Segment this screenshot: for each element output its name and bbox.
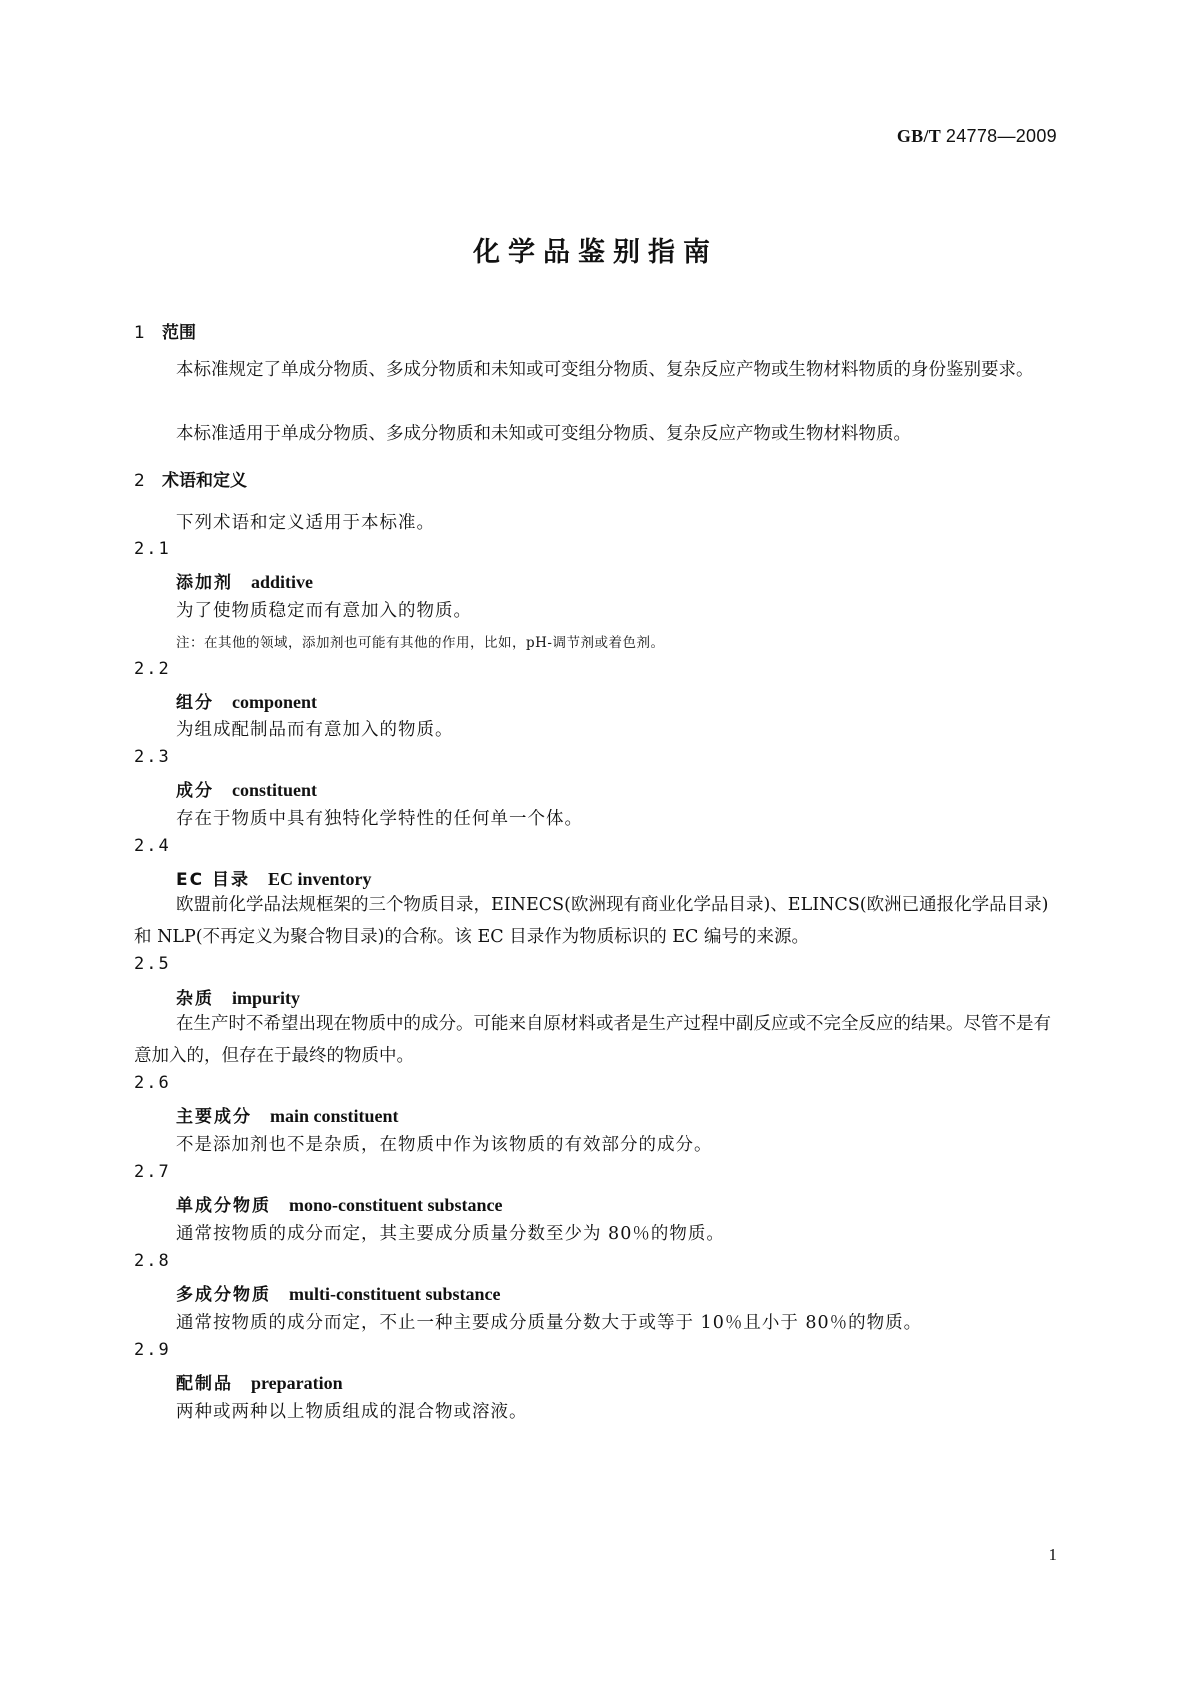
- term-cn: 单成分物质: [176, 1196, 271, 1216]
- term-cn: 组分: [176, 693, 214, 713]
- section-1-heading: [134, 318, 196, 343]
- term-definition: 存在于物质中具有独特化学特性的任何单一个体。: [176, 809, 583, 829]
- section-title: 范围: [162, 323, 196, 343]
- standard-prefix: GB/T: [896, 126, 942, 146]
- term-definition: [134, 889, 1060, 953]
- term-en: main constituent: [270, 1106, 399, 1126]
- term-definition: 通常按物质的成分而定，不止一种主要成分质量分数大于或等于 10％且小于 80％的物质。: [176, 1313, 923, 1333]
- document-title: 化学品鉴别指南: [473, 237, 718, 268]
- term-constituent: [176, 776, 317, 801]
- page-number: 1: [1048, 1545, 1057, 1564]
- term-definition-text: 欧盟前化学品法规框架的三个物质目录，EINECS(欧洲现有商业化学品目录)、ELINCS(欧洲已通报化学品目录)和 NLP(不再定义为聚合物目录)的合称。该 EC 目录作为物质标识的 EC 编号的来源。: [134, 895, 1049, 947]
- term-cn: EC 目录: [176, 870, 251, 890]
- term-mono-constituent: [176, 1191, 503, 1216]
- term-cn: 杂质: [176, 989, 214, 1009]
- term-cn: 多成分物质: [176, 1285, 271, 1305]
- term-en: multi-constituent substance: [289, 1284, 501, 1304]
- clause-number: 2.2: [134, 659, 171, 679]
- standard-number: 24778—2009: [945, 126, 1057, 146]
- term-additive: [176, 568, 313, 593]
- term-note: 注：在其他的领域，添加剂也可能有其他的作用，比如，pH-调节剂或着色剂。: [176, 635, 665, 651]
- term-impurity: [176, 984, 300, 1009]
- term-ec-inventory: [176, 865, 372, 890]
- term-preparation: [176, 1369, 343, 1394]
- term-definition: 不是添加剂也不是杂质，在物质中作为该物质的有效部分的成分。: [176, 1135, 713, 1155]
- scope-text-1: 本标准规定了单成分物质、多成分物质和未知或可变组分物质、复杂反应产物或生物材料物质的身份鉴别要求。: [176, 360, 1034, 380]
- section-number: 1: [134, 323, 145, 343]
- clause-number: 2.1: [134, 539, 171, 559]
- clause-number: 2.8: [134, 1251, 171, 1271]
- term-en: component: [232, 692, 317, 712]
- term-main-constituent: [176, 1102, 399, 1127]
- term-definition-text: 在生产时不希望出现在物质中的成分。可能来自原材料或者是生产过程中副反应或不完全反应的结果。尽管不是有意加入的，但存在于最终的物质中。: [134, 1014, 1051, 1066]
- clause-number: 2.6: [134, 1073, 171, 1093]
- term-definition: [134, 1008, 1060, 1072]
- term-cn: 配制品: [176, 1374, 233, 1394]
- term-definition: 为组成配制品而有意加入的物质。: [176, 720, 454, 740]
- terms-intro: 下列术语和定义适用于本标准。: [176, 513, 435, 533]
- term-cn: 主要成分: [176, 1107, 252, 1127]
- term-en: EC inventory: [268, 869, 372, 889]
- section-title: 术语和定义: [162, 471, 247, 491]
- term-definition: 两种或两种以上物质组成的混合物或溶液。: [176, 1402, 528, 1422]
- clause-number: 2.4: [134, 836, 171, 856]
- term-definition: 为了使物质稳定而有意加入的物质。: [176, 601, 472, 621]
- term-cn: 成分: [176, 781, 214, 801]
- term-definition: 通常按物质的成分而定，其主要成分质量分数至少为 80％的物质。: [176, 1224, 725, 1244]
- clause-number: 2.5: [134, 954, 171, 974]
- section-number: 2: [134, 471, 145, 491]
- term-component: [176, 688, 317, 713]
- scope-paragraph-2: [134, 418, 1060, 450]
- term-en: preparation: [251, 1373, 343, 1393]
- term-multi-constituent: [176, 1280, 501, 1305]
- term-cn: 添加剂: [176, 573, 233, 593]
- term-en: constituent: [232, 780, 317, 800]
- scope-text-2: 本标准适用于单成分物质、多成分物质和未知或可变组分物质、复杂反应产物或生物材料物质。: [176, 424, 911, 444]
- clause-number: 2.3: [134, 747, 171, 767]
- section-2-heading: [134, 466, 247, 491]
- term-en: impurity: [232, 988, 301, 1008]
- term-en: mono-constituent substance: [289, 1195, 503, 1215]
- standard-code: [897, 126, 1057, 147]
- term-en: additive: [251, 572, 314, 592]
- clause-number: 2.7: [134, 1162, 171, 1182]
- clause-number: 2.9: [134, 1340, 171, 1360]
- scope-paragraph-1: [134, 354, 1060, 386]
